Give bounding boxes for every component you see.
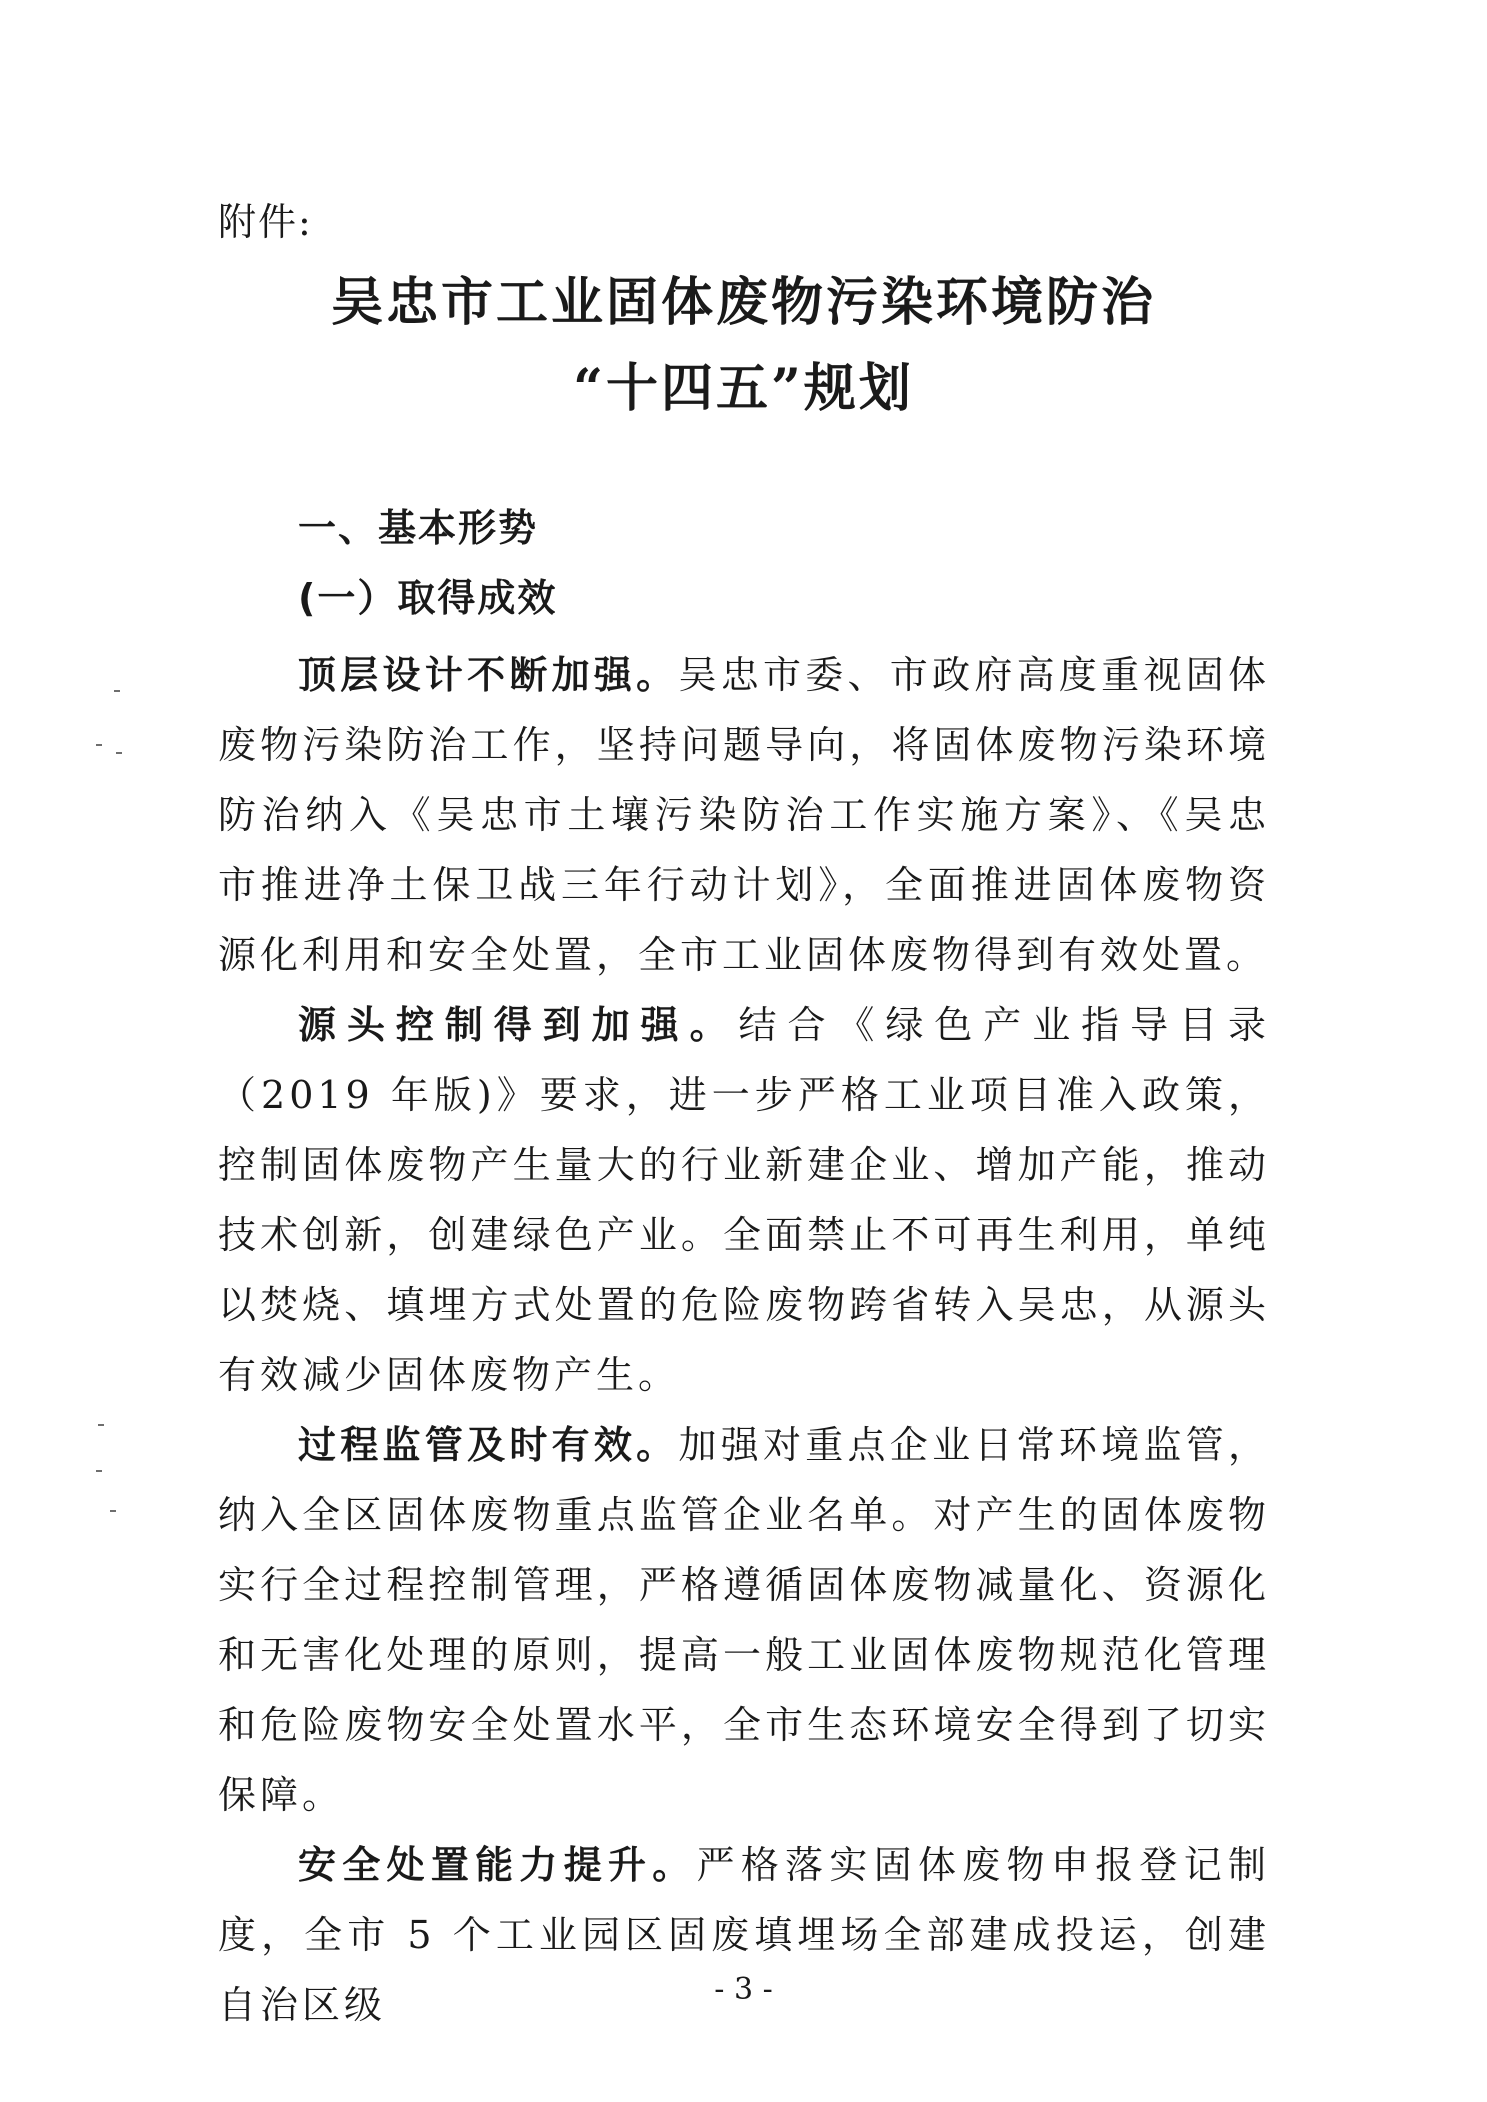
scan-mark — [114, 690, 120, 692]
scan-mark — [116, 752, 122, 754]
section-heading: 一、基本形势 — [298, 506, 539, 550]
paragraph-lead: 顶层设计不断加强。 — [298, 652, 679, 697]
paragraph-process-supervision — [218, 1410, 1270, 1830]
document-title-line-2: “十四五”规划 — [573, 358, 914, 419]
subsection-heading: (一）取得成效 — [298, 576, 558, 620]
paragraph-source-control — [218, 990, 1270, 1410]
attachment-label: 附件: — [218, 200, 313, 244]
paragraph-lead: 过程监管及时有效。 — [298, 1422, 679, 1467]
scan-mark — [110, 1510, 116, 1512]
scan-mark — [96, 1470, 102, 1472]
paragraph-text: 吴忠市委、市政府高度重视固体废物污染防治工作，坚持问题导向，将固体废物污染环境防治纳入《吴忠市土壤污染防治工作实施方案》、《吴忠市推进净土保卫战三年行动计划》，全面推进固体废物资源化利用和安全处置，全市工业固体废物得到有效处置。 — [218, 653, 1270, 977]
paragraph-text: 严格落实固体废物申报登记制度，全市 5 个工业园区固废填埋场全部建成投运，创建自治区级 — [218, 1843, 1270, 2027]
paragraph-lead: 安全处置能力提升。 — [298, 1842, 697, 1887]
paragraph-text: 结合《绿色产业指导目录（2019 年版)》要求，进一步严格工业项目准入政策，控制固体废物产生量大的行业新建企业、增加产能，推动技术创新，创建绿色产业。全面禁止不可再生利用，单纯以焚烧、填埋方式处置的危险废物跨省转入吴忠，从源头有效减少固体废物产生。 — [218, 1003, 1270, 1397]
paragraph-text: 加强对重点企业日常环境监管，纳入全区固体废物重点监管企业名单。对产生的固体废物实行全过程控制管理，严格遵循固体废物减量化、资源化和无害化处理的原则，提高一般工业固体废物规范化管理和危险废物安全处置水平，全市生态环境安全得到了切实保障。 — [218, 1423, 1270, 1817]
paragraph-lead: 源头控制得到加强。 — [298, 1002, 739, 1047]
page-number: - 3 - — [714, 1972, 773, 2007]
body-text — [218, 640, 1270, 2040]
scan-mark — [96, 744, 102, 746]
paragraph-top-level-design — [218, 640, 1270, 990]
scan-mark — [98, 1424, 104, 1426]
document-title-line-1: 吴忠市工业固体废物污染环境防治 — [330, 272, 1156, 333]
